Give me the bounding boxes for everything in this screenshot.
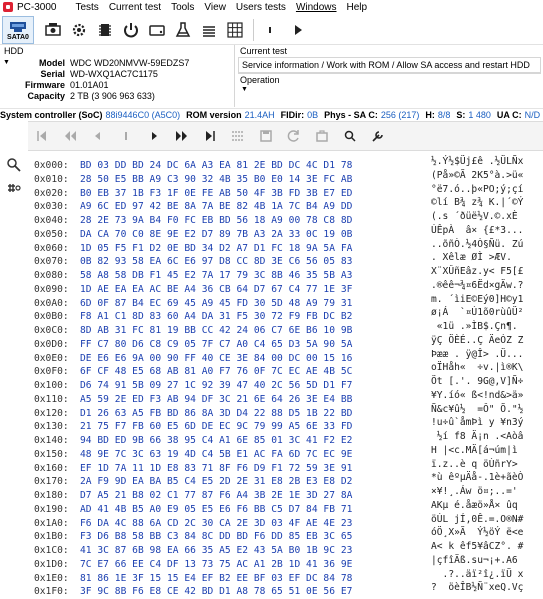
hdd-serial-row: [0, 69, 235, 80]
hex-row-address: 0x1F0:: [34, 586, 69, 598]
grid-button[interactable]: [223, 18, 247, 42]
side-toolbar: [0, 151, 28, 599]
hdd-model-key: Model: [39, 58, 65, 68]
hex-row-ascii[interactable]: (På»©Ã 2K5°à.>ü«: [431, 169, 524, 181]
fidir-label: FIDir:: [280, 109, 305, 120]
hex-row[interactable]: [34, 169, 539, 185]
hdd-firmware-value: 01.01A01: [70, 80, 109, 90]
hex-row-ascii[interactable]: .?..äï²î¿.ïÜ x: [431, 568, 524, 580]
hex-row[interactable]: [34, 306, 539, 323]
title-bar: [0, 0, 543, 14]
hex-row-address: 0x040:: [34, 215, 69, 226]
hex-row-ascii[interactable]: «1ü .»ÌB$.Çn¶.: [431, 321, 524, 332]
hex-row-bytes[interactable]: D1 26 63 A5 FB BD 86 8A 3D D4 22 88 D5 1B 22 BD: [80, 407, 353, 419]
hex-row-ascii[interactable]: A< k êf5¥âCZ°. #: [431, 541, 524, 552]
hex-row-ascii[interactable]: (.s ´ðüë½V.©.xÈ: [431, 211, 524, 222]
goto-offset-icon: [6, 181, 22, 197]
hex-row[interactable]: [34, 526, 539, 543]
goto-offset-button[interactable]: [3, 178, 25, 200]
hex-row[interactable]: [34, 471, 539, 488]
find-icon: [342, 128, 358, 144]
step-button[interactable]: [260, 18, 284, 42]
hex-row-address: 0x060:: [34, 242, 69, 254]
hex-row[interactable]: [34, 210, 539, 226]
hex-row[interactable]: [34, 155, 539, 171]
hex-row-address: 0x0D0:: [34, 338, 69, 350]
hex-row-bytes[interactable]: 7C E7 66 EE C4 DF 13 73 75 AC A1 2B 1D 41 36 9E: [80, 558, 353, 570]
config-button[interactable]: [67, 18, 91, 42]
next-page-fast-button[interactable]: [171, 125, 193, 147]
menu-current-test[interactable]: Current test: [108, 1, 162, 13]
open-button[interactable]: [311, 125, 333, 147]
next-icon: [146, 128, 162, 144]
app-title: PC-3000: [17, 1, 57, 13]
hex-row-bytes[interactable]: A5 59 2E ED F3 AB 94 DF 3C 21 6E 64 26 3E E4 BB: [80, 393, 353, 405]
ua-c-value: N/D: [524, 109, 541, 120]
hex-row[interactable]: [34, 581, 539, 598]
hex-row-address: 0x160:: [34, 462, 69, 474]
toolbar-separator: [253, 19, 254, 41]
hex-row[interactable]: [34, 348, 539, 364]
s-value: 1 480: [468, 109, 491, 120]
hex-row[interactable]: [34, 224, 539, 240]
hex-row-address: 0x090:: [34, 283, 69, 295]
operation-dropdown-icon[interactable]: ▼: [241, 86, 248, 93]
prev-page-button[interactable]: [87, 125, 109, 147]
hex-row-bytes[interactable]: 58 A8 58 DB F1 45 E2 7A 17 79 3C 8B 46 35 5B A3: [80, 270, 353, 281]
rewind-icon: [62, 128, 78, 144]
menu-users-tests[interactable]: Users tests: [235, 1, 286, 13]
hex-row-bytes[interactable]: 2A F9 9D EA BA B5 C4 E5 2D 2E 31 E8 2B E3 E8 D2: [80, 476, 353, 488]
phys-sa-value: 256 (217): [380, 109, 420, 120]
hex-row-ascii[interactable]: ? öèÎB½Ñ¨xeQ.Vç: [431, 582, 524, 594]
hex-row-bytes[interactable]: 0B 82 93 58 EA 6C E6 97 D8 CC 8D 3E C6 56 05 83: [80, 256, 353, 268]
hdd-model-row: [0, 58, 235, 69]
hex-row-address: 0x020:: [34, 187, 69, 199]
hex-row-bytes[interactable]: EF 1D 7A 11 1D E8 83 71 8F F6 D9 F1 72 59 3E 91: [80, 462, 353, 474]
hex-row-ascii[interactable]: öÚL jÍ,0Ê.=.O®N#: [431, 513, 524, 525]
heads-label: H:: [425, 109, 435, 120]
hex-row[interactable]: [34, 238, 539, 254]
hex-row-bytes[interactable]: BD 03 DD BD 24 DC 6A A3 EA 81 2E BD DC 4C D1 78: [80, 160, 353, 171]
menu-windows[interactable]: Windows: [295, 1, 337, 13]
chip-icon: [96, 21, 114, 39]
sata-port-icon: [8, 20, 28, 34]
hex-row-bytes[interactable]: 6F CF 48 E5 68 AB 81 A0 F7 76 0F 7C EC AE 4B 5C: [80, 366, 353, 378]
menu-view[interactable]: View: [204, 1, 226, 13]
disk-button[interactable]: [145, 18, 169, 42]
hdd-panel: [0, 45, 235, 107]
hex-row[interactable]: [34, 540, 539, 556]
open-icon: [314, 128, 330, 144]
hex-row[interactable]: [34, 265, 539, 281]
hex-row-ascii[interactable]: X¨XÛñEâz.y< F5[£: [431, 266, 524, 277]
hex-row-address: 0x000:: [34, 160, 69, 171]
phys-sa-label: Phys - SA C:: [324, 109, 378, 120]
run-button[interactable]: [286, 18, 310, 42]
hex-row-bytes[interactable]: 28 50 E5 BB A9 C3 90 32 4B 35 B0 E0 14 3E FC AB: [80, 173, 353, 185]
hex-dump-view[interactable]: [28, 151, 543, 599]
hex-row-address: 0x110:: [34, 393, 69, 405]
hdd-capacity-key: Capacity: [27, 91, 65, 101]
prev-page-fast-button[interactable]: [59, 125, 81, 147]
hdd-capacity-value: 2 TB (3 906 963 633): [70, 91, 155, 101]
hex-row[interactable]: [34, 554, 539, 570]
view-grid-button[interactable]: [227, 125, 249, 147]
hex-row[interactable]: [34, 444, 539, 460]
hex-row-address: 0x0E0:: [34, 352, 69, 364]
hex-viewer-toolbar: [28, 121, 543, 151]
hex-row[interactable]: [34, 458, 539, 474]
gear-drive-icon: [44, 21, 62, 39]
hex-row[interactable]: [34, 334, 539, 350]
hex-row-address: 0x0A0:: [34, 297, 69, 309]
hex-row-address: 0x1A0:: [34, 517, 69, 529]
hex-row-ascii[interactable]: Öt [.'. 9G@,V]Ñ÷: [431, 376, 524, 387]
hdd-serial-key: Serial: [40, 69, 65, 79]
hex-row[interactable]: [34, 375, 539, 391]
hex-row[interactable]: [34, 196, 539, 213]
hex-row-address: 0x0F0:: [34, 366, 69, 378]
hex-row-ascii[interactable]: °ë7.ó..þ«PO;ý;çí: [431, 183, 524, 195]
hex-row-ascii[interactable]: ø¡Á `¤Ú1õ0rùûÜ²: [431, 307, 524, 319]
hex-row[interactable]: [34, 293, 539, 309]
menu-tools[interactable]: Tools: [171, 1, 195, 13]
hex-row-bytes[interactable]: 1D AE EA EA AC BE A4 36 CB 64 D7 67 C4 77 1E 3F: [80, 283, 353, 295]
search-icon: [6, 157, 22, 173]
fast-forward-icon: [174, 128, 190, 144]
hex-row[interactable]: [34, 430, 539, 446]
hex-row-ascii[interactable]: ½í f8 Ä¡n .<Aòâ: [431, 431, 524, 442]
wrench-icon: [370, 128, 386, 144]
gear-icon: [70, 21, 88, 39]
layers-icon: [200, 21, 218, 39]
hex-row[interactable]: [34, 361, 539, 378]
info-area: [0, 45, 543, 107]
hex-row-ascii[interactable]: ÚÊpÀ â× {£*3...: [431, 224, 524, 236]
hex-row-ascii[interactable]: ×¥!¸.Áw ö¤;..=': [431, 486, 524, 497]
hex-row-bytes[interactable]: FF C7 80 D6 C8 C9 05 7F C7 A0 C4 65 D3 5A 90 5A: [80, 338, 353, 350]
marker-icon: [118, 128, 134, 144]
hex-row[interactable]: [34, 568, 539, 584]
layers-button[interactable]: [197, 18, 221, 42]
last-page-button[interactable]: [199, 125, 221, 147]
hex-row-address: 0x170:: [34, 476, 69, 488]
current-test-panel: [236, 45, 543, 107]
hex-row-bytes[interactable]: D7 A5 21 B8 02 C1 77 87 F6 A4 3B 2E 1E 3D 27 8A: [80, 490, 353, 501]
hex-row-bytes[interactable]: 21 75 F7 FB 60 E5 6D DE EC 9C 79 99 A5 6E 33 FD: [80, 421, 353, 433]
refresh-button[interactable]: [283, 125, 305, 147]
rom-version-label: ROM version: [186, 109, 242, 120]
hex-row-ascii[interactable]: Ñ&c¥û½ =Ô" Õ."½: [431, 403, 524, 415]
hex-row-bytes[interactable]: 28 2E 73 9A B4 F0 FC EB BD 56 18 A9 00 78 C8 8D: [80, 215, 353, 226]
search-button[interactable]: [3, 154, 25, 176]
app-logo-icon: [3, 2, 13, 12]
first-page-button[interactable]: [31, 125, 53, 147]
hex-row-bytes[interactable]: A9 6C ED 97 42 BE 8A 7A BE 82 4B 1A 7C B4 A9 DD: [80, 201, 353, 213]
heads-value: 8/8: [437, 109, 451, 120]
power-icon: [122, 21, 140, 39]
hex-row[interactable]: [34, 279, 539, 295]
flask-button[interactable]: [171, 18, 195, 42]
hdd-icon: [148, 21, 166, 39]
refresh-icon: [286, 128, 302, 144]
hex-row-ascii[interactable]: ÿÇ ÖÈÉ..Ç ÄeÓZ Z: [431, 334, 524, 346]
hex-row-address: 0x070:: [34, 256, 69, 268]
hex-row-address: 0x120:: [34, 407, 69, 419]
hex-row-ascii[interactable]: |çfîÄß.su¬¡+.A6: [431, 554, 524, 566]
step-icon: [263, 21, 281, 39]
hex-row-address: 0x100:: [34, 380, 69, 391]
hex-row-address: 0x0B0:: [34, 311, 69, 323]
hex-row-bytes[interactable]: D6 74 91 5B 09 27 1C 92 39 47 40 2C 56 5D D1 F7: [80, 380, 353, 391]
hex-row-bytes[interactable]: 48 9E 7C 3C 63 19 4D C4 5B E1 AC FA 6D 7C EC 9E: [80, 448, 353, 460]
next-page-button[interactable]: [143, 125, 165, 147]
hex-row-bytes[interactable]: DA CA 70 C0 8E 9E E2 D7 89 7B A3 2A 33 0C 19 0B: [80, 228, 353, 240]
hex-row-ascii[interactable]: !u÷û`åmÞì y ¥n3ý: [431, 417, 524, 429]
hex-row[interactable]: [34, 183, 539, 199]
current-test-value: Service information / Work with ROM / Allow SA access and restart HDD: [238, 57, 541, 73]
hex-row-address: 0x150:: [34, 448, 69, 460]
hex-row-address: 0x030:: [34, 201, 69, 213]
hex-row-ascii[interactable]: ©lí B¾ z¾ K.|´©Ý: [431, 197, 524, 209]
find-button[interactable]: [339, 125, 361, 147]
hex-row-ascii[interactable]: *ù êºµÄå-.1è+ãèÒ: [431, 472, 524, 484]
save-icon: [258, 128, 274, 144]
chip-button[interactable]: [93, 18, 117, 42]
hex-row-address: 0x0C0:: [34, 325, 69, 336]
hdd-firmware-key: Firmware: [24, 80, 65, 90]
prev-icon: [90, 128, 106, 144]
play-icon: [289, 21, 307, 39]
flask-icon: [174, 21, 192, 39]
last-page-icon: [202, 128, 218, 144]
hex-row-ascii[interactable]: Þææ . ÿ@Î> .Ü...: [431, 348, 524, 360]
grid-icon: [226, 21, 244, 39]
hex-row-bytes[interactable]: F3 D6 B8 58 BB C3 84 8C DD BD F6 DD 85 EB 3C 65: [80, 531, 353, 543]
hex-row[interactable]: [34, 416, 539, 433]
hex-row-ascii[interactable]: ..õñÒ.½4Ò§Ñü. Zú: [431, 238, 524, 250]
hex-row-bytes[interactable]: 8D AB 31 FC 81 19 BB CC 42 24 06 C7 6E B6 10 9B: [80, 325, 353, 336]
hex-row-bytes[interactable]: F6 DA 4C 88 6A CD 2C 30 CA 2E 3D 03 4F AE 4E 23: [80, 517, 353, 529]
hdd-capacity-row: [0, 91, 235, 102]
soc-label: System controller (SoC): [0, 109, 103, 120]
hex-row-address: 0x1D0:: [34, 558, 69, 570]
hex-row-address: 0x050:: [34, 228, 69, 240]
hex-row-ascii[interactable]: .®êê¬¾¤6Ëd×gÄw.?: [431, 279, 524, 291]
hdd-serial-value: WD-WXQ1AC7C1175: [70, 69, 158, 79]
hex-row[interactable]: [34, 499, 539, 515]
hex-row-bytes[interactable]: 1D 05 F5 F1 D2 0E BD 34 D2 A7 D1 FC 18 9A 5A FA: [80, 242, 353, 254]
hex-row[interactable]: [34, 320, 539, 336]
hex-row-bytes[interactable]: DE E6 E6 9A 00 90 FF 40 CE 3E 84 00 DC 00 15 16: [80, 352, 353, 364]
hex-row-bytes[interactable]: 41 3C 87 6B 98 EA 66 35 A5 E2 43 5A B0 1B 9C 23: [80, 545, 353, 556]
current-test-label: Current test: [240, 46, 288, 56]
hex-row-bytes[interactable]: B0 EB 37 1B F3 1F 0E FE AB 50 4F 3B FD 3B E7 ED: [80, 187, 353, 199]
hex-row[interactable]: [34, 251, 539, 268]
save-button[interactable]: [255, 125, 277, 147]
hex-row[interactable]: [34, 485, 539, 501]
hex-row-ascii[interactable]: ¥Y.íó« ß<!nd&>ä»: [431, 389, 524, 401]
s-label: S:: [456, 109, 466, 120]
soc-value: 88i9446C0 (A5C0): [105, 109, 181, 120]
hex-row-ascii[interactable]: ½.Ý½$Üj£ê .½ÜLÑx: [431, 156, 524, 167]
hex-row-address: 0x190:: [34, 503, 69, 515]
tools-button[interactable]: [367, 125, 389, 147]
main-toolbar: [0, 15, 543, 45]
hex-row-ascii[interactable]: . Xêlæ ØÌ >ÆV.: [431, 252, 518, 264]
hex-row-address: 0x080:: [34, 270, 69, 281]
hex-row-address: 0x130:: [34, 421, 69, 433]
hex-row-ascii[interactable]: óÖ¸X»Ã Ý½öÝ ë<e: [431, 527, 524, 539]
hdd-firmware-row: [0, 80, 235, 91]
hex-row-address: 0x1C0:: [34, 545, 69, 556]
menu-bar: [70, 2, 372, 13]
hex-row-ascii[interactable]: ï.z..è q öÙñrY>: [431, 458, 524, 470]
hex-row-ascii[interactable]: oÏHåh« ÷v.|ì®K\: [431, 362, 524, 374]
hex-row-ascii[interactable]: H |<c.MÄ[á¬úm|ì: [431, 444, 524, 456]
hex-row-address: 0x180:: [34, 490, 69, 501]
first-page-icon: [34, 128, 50, 144]
hex-row-address: 0x140:: [34, 435, 69, 446]
grid-dots-icon: [230, 128, 246, 144]
menu-tests[interactable]: Tests: [75, 1, 99, 13]
hex-row-address: 0x1E0:: [34, 572, 69, 584]
ua-c-label: UA C:: [496, 109, 522, 120]
system-status-line: [0, 108, 543, 120]
hex-row[interactable]: [34, 389, 539, 405]
hex-row-bytes[interactable]: 3F 9C 8B F6 E8 CE 42 BD D1 A8 78 65 51 0E 56 E7: [80, 586, 353, 598]
hex-row-bytes[interactable]: F8 A1 C1 8D 83 60 A4 DA 31 F5 30 72 F9 FB DC B2: [80, 311, 353, 323]
drive-settings-button[interactable]: [41, 18, 65, 42]
power-button[interactable]: [119, 18, 143, 42]
sata0-label: SATA0: [7, 33, 29, 41]
hex-row-ascii[interactable]: AKµ é.åæö»Å× ûq: [431, 499, 518, 511]
rom-version-value: 21.4AH: [244, 109, 275, 120]
hex-row[interactable]: [34, 403, 539, 419]
operation-label: Operation: [240, 75, 280, 85]
menu-help[interactable]: Help: [346, 1, 368, 13]
sata0-port-button[interactable]: [2, 16, 34, 44]
hdd-header: HDD: [4, 46, 24, 56]
hdd-model-value: WDC WD20NMVW-59EDZS7: [70, 58, 190, 68]
page-indicator[interactable]: [115, 125, 137, 147]
hex-row-bytes[interactable]: 94 BD ED 9B 66 38 95 C4 A1 6E 85 01 3C 41 F2 E2: [80, 435, 353, 446]
hdd-collapse-icon[interactable]: ▼: [3, 59, 10, 66]
hex-row-address: 0x1B0:: [34, 531, 69, 543]
hex-row[interactable]: [34, 513, 539, 529]
hex-row-bytes[interactable]: 6D 0F 87 B4 EC 69 45 A9 45 FD 30 5D 48 A9 79 31: [80, 297, 353, 309]
hex-row-bytes[interactable]: AD 41 4B B5 A0 E9 05 E5 E6 F6 BB C5 D7 84 FB 71: [80, 503, 353, 515]
hex-row-bytes[interactable]: 81 86 1E 3F 15 15 E4 EF B2 EE BF 03 EF DC 84 78: [80, 572, 353, 584]
hex-row-ascii[interactable]: m. ´ìiE©Eý0]H©y1: [431, 293, 524, 305]
hex-row-address: 0x010:: [34, 173, 69, 185]
fidir-value: 0B: [307, 109, 319, 120]
